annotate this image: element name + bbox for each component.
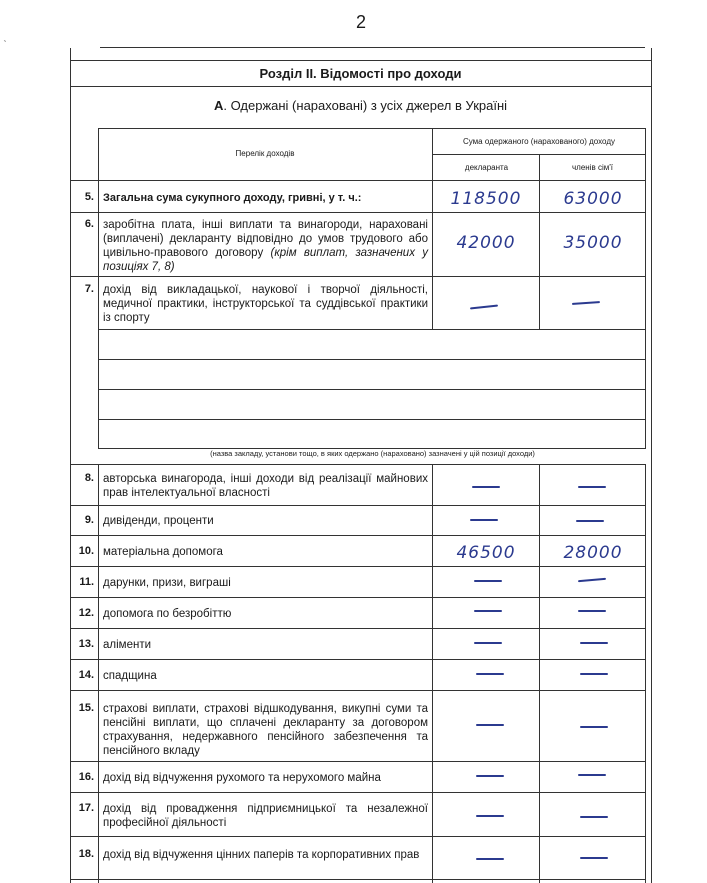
row-number: 8. — [84, 472, 94, 484]
frame-left — [70, 48, 71, 883]
top-rule — [100, 47, 645, 48]
family-amount: 63000 — [563, 189, 623, 209]
family-dash — [578, 610, 606, 612]
declarant-dash — [476, 815, 504, 817]
row-label: дивіденди, проценти — [103, 515, 214, 527]
declarant-amount: 46500 — [456, 543, 516, 563]
declarant-dash — [476, 775, 504, 777]
row-number: 10. — [78, 545, 94, 557]
frame-right — [651, 48, 652, 883]
institution-note: (назва закладу, установи тощо, в яких одержано (нараховано) зазначені у цій позиції доходи) — [210, 449, 535, 458]
grid-v-left-upper — [98, 128, 99, 449]
declarant-dash — [476, 673, 504, 675]
row-number: 5. — [84, 191, 94, 203]
row-label: аліменти — [103, 639, 152, 651]
row-label: дарунки, призи, виграші — [103, 577, 231, 589]
grid-h-row10 — [70, 566, 646, 567]
row-number: 14. — [78, 669, 94, 681]
grid-h-row15 — [70, 761, 646, 762]
grid-h-row8-top — [70, 464, 646, 465]
grid-h-row13 — [70, 659, 646, 660]
grid-h-blank2 — [98, 389, 646, 390]
grid-h-row16 — [70, 792, 646, 793]
row-number: 7. — [84, 283, 94, 295]
family-dash — [580, 642, 608, 644]
row-number: 15. — [78, 702, 94, 714]
family-dash — [580, 726, 608, 728]
grid-v-left-lower — [98, 464, 99, 883]
header-declarant: декларанта — [464, 163, 509, 172]
family-dash — [578, 578, 606, 582]
section-rule-top — [70, 60, 652, 61]
grid-h-row7 — [98, 329, 646, 330]
header-family: членів сім'ї — [572, 163, 613, 172]
section-rule-bottom — [70, 86, 652, 87]
section-a-letter: А — [213, 98, 224, 113]
section-title: Розділ II. Відомості про доходи — [259, 66, 462, 81]
row-label: дохід від викладацької, наукової і творчої діяльності, медичної практики, інструкторської та суддівської практики із спорту — [103, 284, 428, 324]
row-label: дохід від провадження підприємницької та незалежної професійної діяльності — [103, 803, 428, 829]
page-number: 2 — [356, 12, 367, 32]
row-number: 18. — [78, 848, 94, 860]
grid-h-header-mid — [432, 154, 646, 155]
grid-h-row18 — [70, 879, 646, 880]
declarant-amount: 42000 — [456, 233, 516, 253]
scan-mark: ˋ — [3, 38, 7, 52]
row-label — [103, 218, 428, 274]
header-income-list: Перелік доходів — [235, 149, 295, 158]
row-number: 9. — [84, 514, 94, 526]
family-dash — [580, 816, 608, 818]
row-label: авторська винагорода, інші доходи від реалізації майнових прав інтелектуальної власності — [103, 473, 428, 499]
grid-h-row11 — [70, 597, 646, 598]
row-number: 12. — [78, 607, 94, 619]
grid-v-fam-lower — [539, 464, 540, 883]
row-label: дохід від відчуження цінних паперів та корпоративних прав — [103, 849, 420, 861]
row-number: 16. — [78, 771, 94, 783]
declarant-dash — [474, 580, 502, 582]
row-number: 11. — [79, 576, 94, 588]
grid-v-right-lower — [645, 464, 646, 883]
grid-h-row8 — [70, 505, 646, 506]
row-number: 13. — [78, 638, 94, 650]
family-dash — [578, 486, 606, 488]
grid-h-blank1 — [98, 359, 646, 360]
header-amount: Сума одержаного (нарахованого) доходу — [462, 137, 615, 146]
grid-h-header-top — [98, 128, 646, 129]
grid-h-header-bottom — [70, 180, 646, 181]
grid-v-decl-lower — [432, 464, 433, 883]
family-amount: 28000 — [563, 543, 623, 563]
family-dash — [576, 520, 604, 522]
declarant-dash — [472, 486, 500, 488]
declarant-dash — [476, 724, 504, 726]
section-a-text: . Одержані (нараховані) з усіх джерел в Україні — [223, 98, 508, 113]
family-dash — [572, 301, 600, 305]
grid-v-right-upper — [645, 128, 646, 449]
family-dash — [580, 857, 608, 859]
declarant-dash — [476, 858, 504, 860]
row-label-note: (крім виплат, зазначених у позиціях 7, 8) — [103, 247, 428, 273]
family-dash — [580, 673, 608, 675]
row-label-text: заробітна плата, інші виплати та винагороди, нараховані (виплачені) декларанту відповідно до умов трудового або цивільно-правового договору — [103, 219, 428, 259]
grid-h-row6 — [70, 276, 646, 277]
grid-h-row9 — [70, 535, 646, 536]
declarant-dash — [474, 610, 502, 612]
grid-h-row14 — [70, 690, 646, 691]
row-label: дохід від відчуження рухомого та нерухомого майна — [103, 772, 381, 784]
row-label: Загальна сума сукупного доходу, гривні, у т. ч.: — [103, 192, 362, 204]
row-number: 17. — [78, 802, 94, 814]
grid-v-decl-upper — [432, 128, 433, 329]
family-dash — [578, 774, 606, 776]
declarant-dash — [474, 642, 502, 644]
grid-h-blank3 — [98, 419, 646, 420]
grid-h-row5 — [70, 212, 646, 213]
grid-h-row12 — [70, 628, 646, 629]
declarant-dash — [470, 305, 498, 310]
row-number: 6. — [84, 218, 94, 230]
row-label: допомога по безробіттю — [103, 608, 232, 620]
declarant-dash — [470, 519, 498, 521]
row-label: спадщина — [103, 670, 157, 682]
declarant-amount: 118500 — [450, 189, 522, 209]
section-a-heading — [72, 98, 649, 113]
row-label: страхові виплати, страхові відшкодування, викупні суми та пенсійні виплати, що сплачені декларанту за договором страхування, недержавного пенсійного забезпечення та пенсійного вкладу — [103, 703, 428, 757]
row-label: матеріальна допомога — [103, 546, 223, 558]
grid-h-row17 — [70, 836, 646, 837]
family-amount: 35000 — [563, 233, 623, 253]
